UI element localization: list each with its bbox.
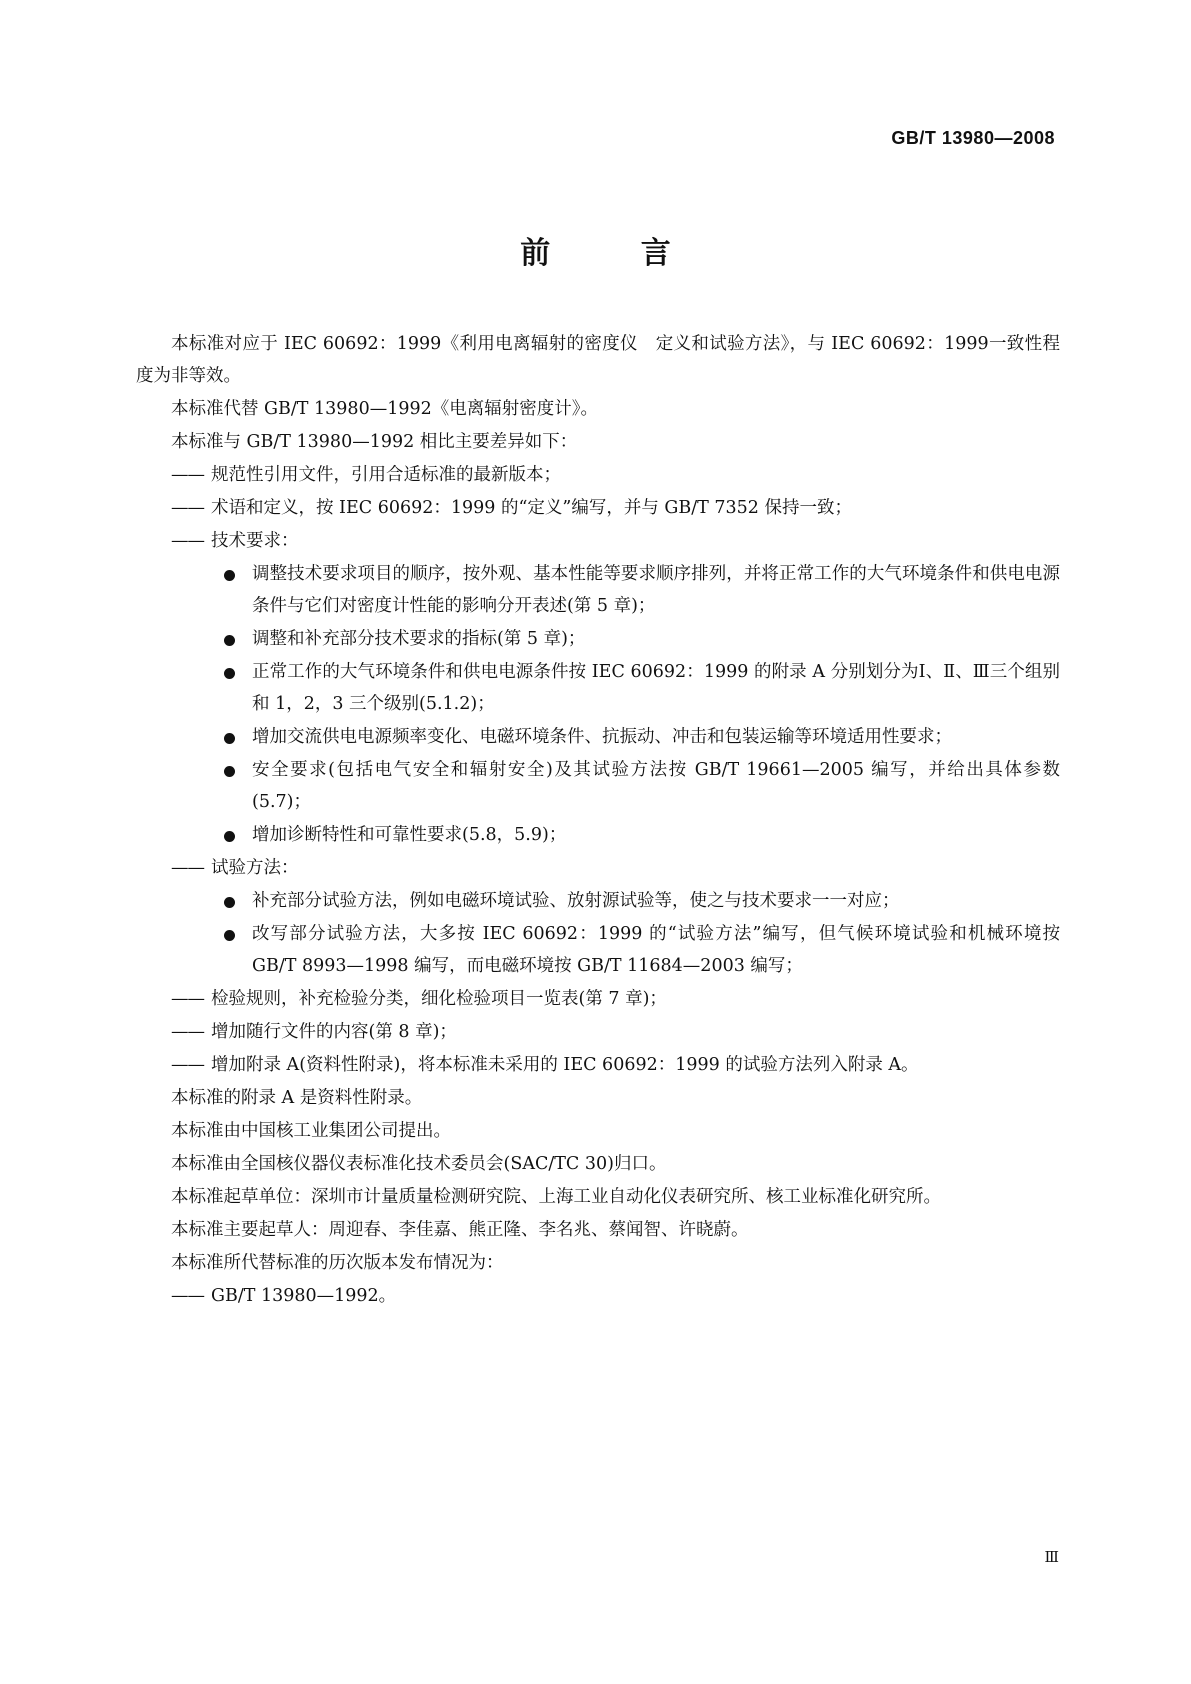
dash-item-text: 试验方法：	[211, 858, 299, 878]
dash-mark: ——	[171, 1286, 204, 1306]
bullet-dot-icon	[224, 570, 235, 581]
dash-item-text: 术语和定义，按 IEC 60692：1999 的“定义”编写，并与 GB/T 7352 保持一致；	[211, 498, 852, 518]
dash-mark: ——	[171, 498, 204, 518]
bullet-item	[136, 721, 1060, 753]
bullet-item-text: 补充部分试验方法，例如电磁环境试验、放射源试验等，使之与技术要求一一对应；	[252, 891, 900, 911]
dash-item	[136, 1280, 1060, 1312]
bullet-item	[136, 885, 1060, 917]
dash-item-text: 增加附录 A(资料性附录)，将本标准未采用的 IEC 60692：1999 的试验方法列入附录 A。	[211, 1055, 919, 1075]
bullet-item-text: 改写部分试验方法，大多按 IEC 60692：1999 的“试验方法”编写，但气候环境试验和机械环境按 GB/T 8993—1998 编写，而电磁环境按 GB/T 11684—2003 编写；	[252, 924, 1060, 976]
dash-item-text: 检验规则，补充检验分类，细化检验项目一览表(第 7 章)；	[211, 989, 667, 1009]
bullet-item-text: 调整技术要求项目的顺序，按外观、基本性能等要求顺序排列，并将正常工作的大气环境条件和供电电源条件与它们对密度计性能的影响分开表述(第 5 章)；	[252, 564, 1060, 616]
paragraph: 本标准由全国核仪器仪表标准化技术委员会(SAC/TC 30)归口。	[171, 1154, 667, 1174]
dash-item	[136, 459, 1060, 491]
dash-item-text: 增加随行文件的内容(第 8 章)；	[211, 1022, 457, 1042]
bullet-dot-icon	[224, 733, 235, 744]
dash-mark: ——	[171, 1022, 204, 1042]
paragraph: 本标准对应于 IEC 60692：1999《利用电离辐射的密度仪 定义和试验方法》，与 IEC 60692：1999一致性程度为非等效。	[136, 334, 1060, 386]
dash-item	[136, 492, 1060, 524]
bullet-item-text: 增加诊断特性和可靠性要求(5.8，5.9)；	[252, 825, 567, 845]
bullet-dot-icon	[224, 668, 235, 679]
dash-mark: ——	[171, 465, 204, 485]
dash-mark: ——	[171, 858, 204, 878]
dash-item	[136, 983, 1060, 1015]
standard-number: GB/T 13980—2008	[891, 128, 1055, 148]
dash-item-text: GB/T 13980—1992。	[211, 1286, 397, 1306]
bullet-item	[136, 558, 1060, 622]
bullet-dot-icon	[224, 635, 235, 646]
bullet-item-text: 正常工作的大气环境条件和供电电源条件按 IEC 60692：1999 的附录 A 分别划分为Ⅰ、Ⅱ、Ⅲ三个组别和 1，2，3 三个级别(5.1.2)；	[252, 662, 1060, 714]
paragraph: 本标准主要起草人：周迎春、李佳嘉、熊正隆、李名兆、蔡闻智、许晓蔚。	[171, 1220, 749, 1240]
dash-mark: ——	[171, 989, 204, 1009]
dash-mark: ——	[171, 531, 204, 551]
bullet-dot-icon	[224, 930, 235, 941]
bullet-item-text: 安全要求(包括电气安全和辐射安全)及其试验方法按 GB/T 19661—2005 编写，并给出具体参数(5.7)；	[252, 760, 1060, 812]
dash-item	[136, 1049, 1060, 1081]
bullet-dot-icon	[224, 766, 235, 777]
page-number: Ⅲ	[1044, 1548, 1059, 1566]
paragraph: 本标准代替 GB/T 13980—1992《电离辐射密度计》。	[171, 399, 598, 419]
paragraph: 本标准由中国核工业集团公司提出。	[171, 1121, 451, 1141]
dash-item	[136, 1016, 1060, 1048]
page-title: 前 言	[520, 236, 711, 271]
dash-item-text: 规范性引用文件，引用合适标准的最新版本；	[211, 465, 561, 485]
bullet-item	[136, 623, 1060, 655]
paragraph: 本标准的附录 A 是资料性附录。	[171, 1088, 423, 1108]
bullet-item-text: 增加交流供电电源频率变化、电磁环境条件、抗振动、冲击和包装运输等环境适用性要求；	[252, 727, 952, 747]
dash-item	[136, 525, 1060, 557]
paragraph: 本标准起草单位：深圳市计量质量检测研究院、上海工业自动化仪表研究所、核工业标准化研究所。	[171, 1187, 941, 1207]
bullet-item	[136, 754, 1060, 818]
bullet-item	[136, 819, 1060, 851]
dash-mark: ——	[171, 1055, 204, 1075]
paragraph: 本标准与 GB/T 13980—1992 相比主要差异如下：	[171, 432, 578, 452]
bullet-item	[136, 918, 1060, 982]
bullet-dot-icon	[224, 897, 235, 908]
foreword-body	[136, 328, 1060, 1313]
bullet-item	[136, 656, 1060, 720]
dash-item	[136, 852, 1060, 884]
dash-item-text: 技术要求：	[211, 531, 299, 551]
bullet-item-text: 调整和补充部分技术要求的指标(第 5 章)；	[252, 629, 586, 649]
bullet-dot-icon	[224, 831, 235, 842]
paragraph: 本标准所代替标准的历次版本发布情况为：	[171, 1253, 504, 1273]
